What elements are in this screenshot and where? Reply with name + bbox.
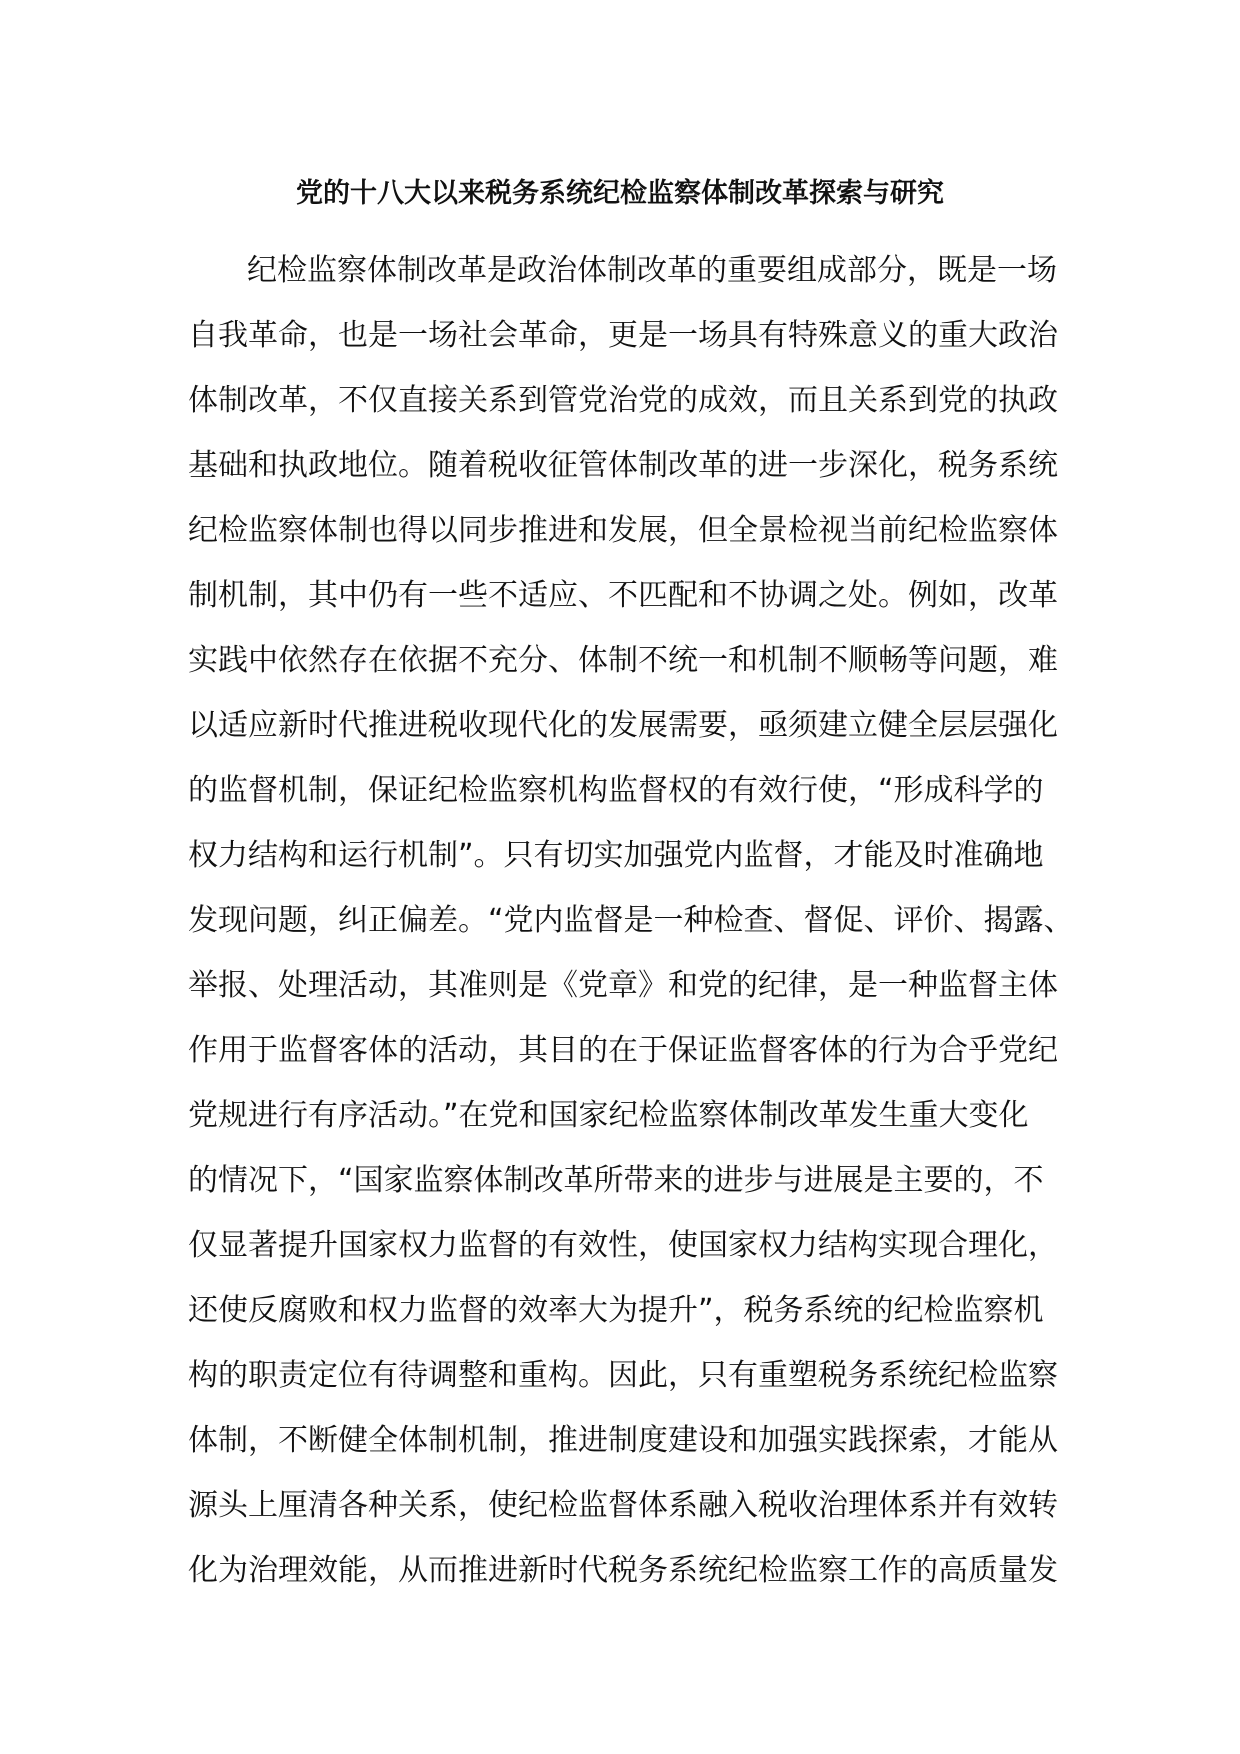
paragraph-line: 体制，不断健全体制机制，推进制度建设和加强实践探索，才能从 (188, 1423, 1058, 1458)
document-title: 党的十八大以来税务系统纪检监察体制改革探索与研究 (296, 178, 944, 209)
paragraph-line: 化为治理效能，从而推进新时代税务系统纪检监察工作的高质量发 (188, 1553, 1058, 1588)
paragraph-line: 纪检监察体制改革是政治体制改革的重要组成部分，既是一场 (247, 253, 1057, 288)
paragraph-line: 发现问题，纠正偏差。“党内监督是一种检查、督促、评价、揭露、 (188, 903, 1074, 938)
paragraph-line: 体制改革，不仅直接关系到管党治党的成效，而且关系到党的执政 (188, 383, 1058, 418)
paragraph-line: 基础和执政地位。随着税收征管体制改革的进一步深化，税务系统 (188, 448, 1058, 483)
paragraph-line: 作用于监督客体的活动，其目的在于保证监督客体的行为合乎党纪 (188, 1033, 1058, 1068)
paragraph-line: 构的职责定位有待调整和重构。因此，只有重塑税务系统纪检监察 (188, 1358, 1058, 1393)
paragraph-line: 权力结构和运行机制”。只有切实加强党内监督，才能及时准确地 (188, 838, 1044, 873)
paragraph-line: 纪检监察体制也得以同步推进和发展，但全景检视当前纪检监察体 (188, 513, 1058, 548)
paragraph-line: 实践中依然存在依据不充分、体制不统一和机制不顺畅等问题，难 (188, 643, 1058, 678)
paragraph-line: 自我革命，也是一场社会革命，更是一场具有特殊意义的重大政治 (188, 318, 1058, 353)
paragraph-line: 的监督机制，保证纪检监察机构监督权的有效行使，“形成科学的 (188, 773, 1044, 808)
paragraph-line: 的情况下，“国家监察体制改革所带来的进步与进展是主要的，不 (188, 1163, 1044, 1198)
paragraph-line: 制机制，其中仍有一些不适应、不匹配和不协调之处。例如，改革 (188, 578, 1058, 613)
paragraph-line: 还使反腐败和权力监督的效率大为提升”，税务系统的纪检监察机 (188, 1293, 1044, 1328)
paragraph-line: 源头上厘清各种关系，使纪检监督体系融入税收治理体系并有效转 (188, 1488, 1058, 1523)
body-paragraph (188, 238, 1074, 1603)
paragraph-line: 以适应新时代推进税收现代化的发展需要，亟须建立健全层层强化 (188, 708, 1058, 743)
paragraph-line: 举报、处理活动，其准则是《党章》和党的纪律，是一种监督主体 (188, 968, 1058, 1003)
paragraph-line: 仅显著提升国家权力监督的有效性，使国家权力结构实现合理化， (188, 1228, 1058, 1263)
paragraph-line: 党规进行有序活动。”在党和国家纪检监察体制改革发生重大变化 (188, 1098, 1029, 1133)
